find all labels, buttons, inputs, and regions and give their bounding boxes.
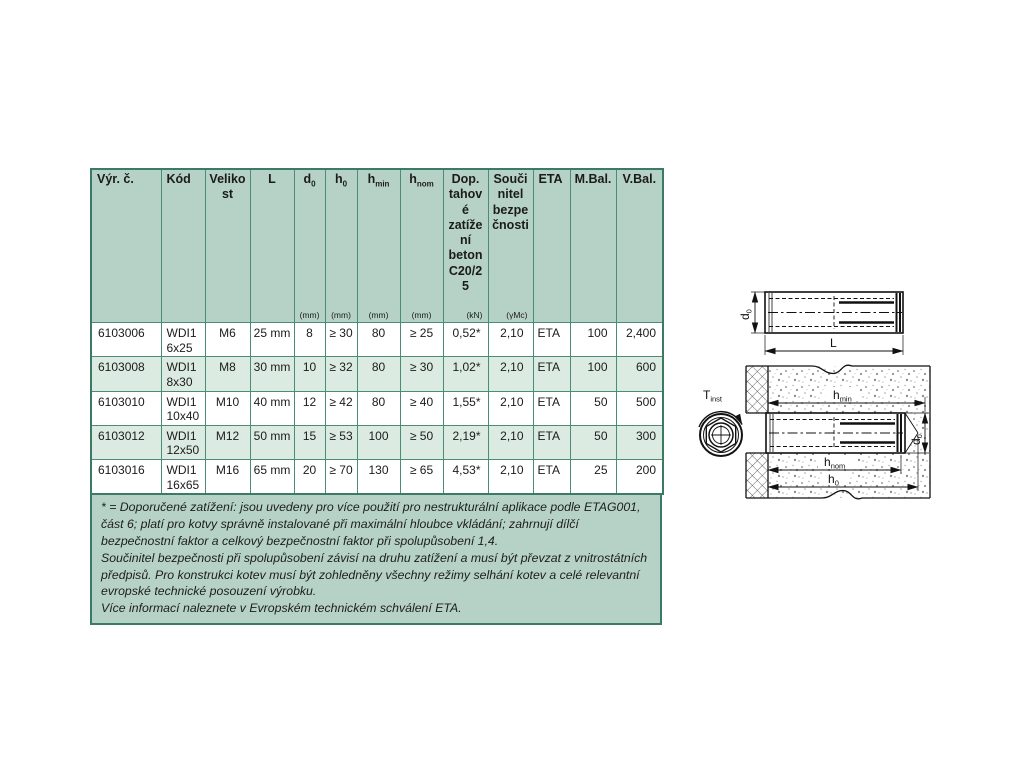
table-cell: 80 xyxy=(357,323,400,357)
table-cell: 130 xyxy=(357,460,400,495)
table-cell: 80 xyxy=(357,391,400,425)
table-cell: 50 xyxy=(570,425,616,459)
table-row xyxy=(91,323,663,357)
table-cell: 2,400 xyxy=(616,323,663,357)
table-cell: ≥ 30 xyxy=(400,357,443,391)
table-cell: M12 xyxy=(205,425,250,459)
col-mbal: M.Bal. xyxy=(570,169,616,323)
table-cell: WDI1 16x65 xyxy=(161,460,205,495)
table-cell: 2,10 xyxy=(488,460,533,495)
table-cell: 600 xyxy=(616,357,663,391)
anchor-embedded xyxy=(766,413,905,453)
table-cell: ≥ 32 xyxy=(325,357,357,391)
col-soucinitel: Součinitel bezpečnosti (γMc) xyxy=(488,169,533,323)
table-cell: 8 xyxy=(294,323,325,357)
table-cell: M6 xyxy=(205,323,250,357)
dim-length xyxy=(765,335,903,355)
svg-text:d0: d0 xyxy=(909,434,924,445)
col-l: L xyxy=(250,169,294,323)
table-cell: 25 mm xyxy=(250,323,294,357)
table-cell: M16 xyxy=(205,460,250,495)
table-cell: 10 xyxy=(294,357,325,391)
product-datasheet xyxy=(90,168,662,625)
table-cell: 30 mm xyxy=(250,357,294,391)
col-h0: $h_0$ (mm) xyxy=(325,169,357,323)
footnote-paragraph: Více informací naleznete v Evropském technickém schválení ETA. xyxy=(101,601,462,616)
table-cell: 15 xyxy=(294,425,325,459)
dim-d0-top xyxy=(738,292,765,333)
table-cell: 6103012 xyxy=(91,425,161,459)
table-cell: ≥ 40 xyxy=(400,391,443,425)
table-cell: 200 xyxy=(616,460,663,495)
table-cell: 6103008 xyxy=(91,357,161,391)
table-cell: M8 xyxy=(205,357,250,391)
table-cell: ≥ 53 xyxy=(325,425,357,459)
footnote xyxy=(90,495,662,625)
table-cell: ≥ 65 xyxy=(400,460,443,495)
table-cell: 40 mm xyxy=(250,391,294,425)
col-kod: Kód xyxy=(161,169,205,323)
col-hmin: $h_{min}$ (mm) xyxy=(357,169,400,323)
table-cell: ≥ 50 xyxy=(400,425,443,459)
table-row xyxy=(91,425,663,459)
table-cell: 100 xyxy=(570,323,616,357)
svg-text:d0: $d_0$ xyxy=(738,309,754,320)
table-cell: 2,10 xyxy=(488,357,533,391)
table-cell: 2,19* xyxy=(443,425,488,459)
svg-text:L: L xyxy=(830,336,837,350)
table-cell: M10 xyxy=(205,391,250,425)
table-cell: 12 xyxy=(294,391,325,425)
table-cell: ETA xyxy=(533,391,570,425)
col-vyr-c: Výr. č. xyxy=(91,169,161,323)
table-cell: 50 mm xyxy=(250,425,294,459)
col-vbal: V.Bal. xyxy=(616,169,663,323)
table-cell: ETA xyxy=(533,323,570,357)
anchor-side-view xyxy=(765,292,903,333)
table-cell: WDI1 8x30 xyxy=(161,357,205,391)
table-cell: 2,10 xyxy=(488,323,533,357)
table-cell: ETA xyxy=(533,460,570,495)
table-cell: 2,10 xyxy=(488,425,533,459)
table-cell: 100 xyxy=(357,425,400,459)
svg-text:hnom: $h_{nom}$ xyxy=(824,455,846,471)
table-cell: 80 xyxy=(357,357,400,391)
table-cell: 500 xyxy=(616,391,663,425)
table-cell: 1,55* xyxy=(443,391,488,425)
table-cell: 50 xyxy=(570,391,616,425)
table-cell: 0,52* xyxy=(443,323,488,357)
col-dop-zatizeni: Dop. tahové zatížení beton C20/25 (kN) xyxy=(443,169,488,323)
table-cell: WDI1 6x25 xyxy=(161,323,205,357)
svg-text:hmin: $h_{min}$ xyxy=(833,388,852,404)
footnote-paragraph: * = Doporučené zatížení: jsou uvedeny pro více použití pro nestrukturální aplikace podle ETAG001, část 6; platí pro kotvy správně instalované při maximální hloubce vkládání; zahrnují dílčí bezpečnostní faktor a celkový bezpečnostní faktor při spolupůsobení 1,4. xyxy=(101,500,641,548)
product-table xyxy=(90,168,664,495)
table-cell: 25 xyxy=(570,460,616,495)
table-cell: 2,10 xyxy=(488,391,533,425)
table-cell: WDI1 12x50 xyxy=(161,425,205,459)
table-cell: 100 xyxy=(570,357,616,391)
svg-text:h0: $h_0$ xyxy=(828,472,839,488)
table-cell: ETA xyxy=(533,425,570,459)
col-eta: ETA xyxy=(533,169,570,323)
table-row xyxy=(91,460,663,495)
header-row xyxy=(91,169,663,323)
technical-drawing xyxy=(685,285,965,513)
table-cell: 6103016 xyxy=(91,460,161,495)
table-row xyxy=(91,357,663,391)
table-cell: ≥ 25 xyxy=(400,323,443,357)
table-cell: 65 mm xyxy=(250,460,294,495)
table-cell: 20 xyxy=(294,460,325,495)
table-cell: ETA xyxy=(533,357,570,391)
svg-text:Tinst: $T_{inst}$ xyxy=(703,388,723,404)
table-cell: ≥ 70 xyxy=(325,460,357,495)
table-cell: ≥ 42 xyxy=(325,391,357,425)
table-cell: 1,02* xyxy=(443,357,488,391)
table-cell: 4,53* xyxy=(443,460,488,495)
table-row xyxy=(91,391,663,425)
anchor-front-view xyxy=(700,414,742,456)
footnote-paragraph: Součinitel bezpečnosti při spolupůsobení závisí na druhu zatížení a musí být převzat z vnitrostátních předpisů. Pro konstrukci kotev musí být zohledněny všechny režimy selhání kotev a celé relevantní evropské technické posouzení výrobku. xyxy=(101,550,648,599)
col-hnom: $h_{nom}$ (mm) xyxy=(400,169,443,323)
col-d0: $d_0$ (mm) xyxy=(294,169,325,323)
table-cell: 300 xyxy=(616,425,663,459)
table-cell: WDI1 10x40 xyxy=(161,391,205,425)
table-cell: 6103006 xyxy=(91,323,161,357)
col-velikost: Velikost xyxy=(205,169,250,323)
table-cell: ≥ 30 xyxy=(325,323,357,357)
table-cell: 6103010 xyxy=(91,391,161,425)
